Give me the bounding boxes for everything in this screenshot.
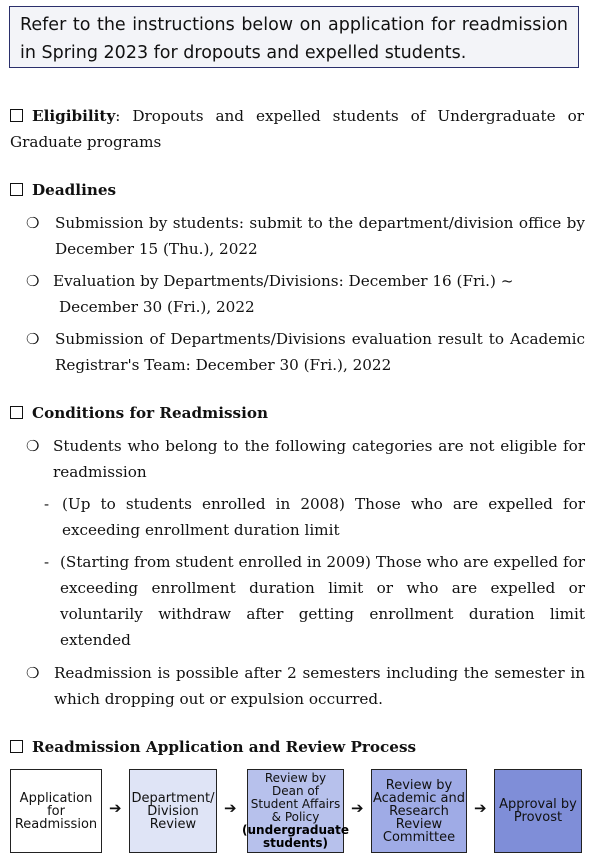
flow-step-committee-review [371,769,467,853]
deadline-item-continued: December 30 (Fri.), 2022 [59,298,255,316]
instruction-banner: Refer to the instructions below on application for readmission in Spring 2023 for dropouts and expelled students. [9,6,579,68]
arrow-right-icon: ➔ [474,799,487,817]
flow-step-application [10,769,102,853]
deadline-item: Evaluation by Departments/Divisions: December 16 (Fri.) ~ [53,272,514,290]
flow-step-label: Approval by Provost [499,797,577,825]
conditions-title: Conditions for Readmission [32,404,269,422]
circle-bullet-icon: ❍ [26,437,40,455]
checkbox-square-icon [10,109,23,122]
flow-step-label: Application for Readmission [14,790,98,832]
flow-step-label: Review by Dean of Student Affairs & Policy [250,771,341,824]
flow-step-department-review [129,769,217,853]
conditions-heading [10,400,268,426]
checkbox-square-icon [10,183,23,196]
dash-bullet: - [44,553,50,571]
flow-step-provost-approval [494,769,582,853]
deadline-item: Submission by students: submit to the department/division office by December 15 (Thu.), 2022 [55,214,585,258]
dash-bullet: - [44,495,50,513]
arrow-right-icon: ➔ [351,799,364,817]
checkbox-square-icon [10,406,23,419]
circle-bullet-icon: ❍ [26,664,40,682]
eligibility-label: Eligibility [32,107,116,125]
flow-step-label: Review by Academic and Research Review Committee [372,777,466,845]
eligibility-text: : Dropouts and expelled students of Undergraduate or Graduate programs [10,107,584,151]
flow-step-note: (undergraduate students) [242,823,349,850]
condition-item: Students who belong to the following categories are not eligible for readmission [53,437,585,481]
deadline-item: Submission of Departments/Divisions evaluation result to Academic Registrar's Team: December 30 (Fri.), 2022 [55,330,585,374]
circle-bullet-icon: ❍ [26,214,40,232]
eligibility-section [10,103,584,155]
condition-subitem: (Up to students enrolled in 2008) Those who are expelled for exceeding enrollment duration limit [62,495,585,539]
circle-bullet-icon: ❍ [26,272,40,290]
circle-bullet-icon: ❍ [26,330,40,348]
arrow-right-icon: ➔ [224,799,237,817]
flow-step-label: Department/ Division Review [131,790,215,832]
checkbox-square-icon [10,740,23,753]
process-title: Readmission Application and Review Process [32,738,417,756]
deadlines-heading [10,177,116,203]
condition-subitem: (Starting from student enrolled in 2009) Those who are expelled for exceeding enrollment duration limit or who are expelled or voluntarily withdraw after getting enrollment duration limit extended [60,553,585,649]
arrow-right-icon: ➔ [109,799,122,817]
flow-step-dean-review [242,769,349,853]
deadlines-title: Deadlines [32,181,117,199]
process-heading [10,734,416,760]
condition-item: Readmission is possible after 2 semesters including the semester in which dropping out or expulsion occurred. [54,664,585,708]
